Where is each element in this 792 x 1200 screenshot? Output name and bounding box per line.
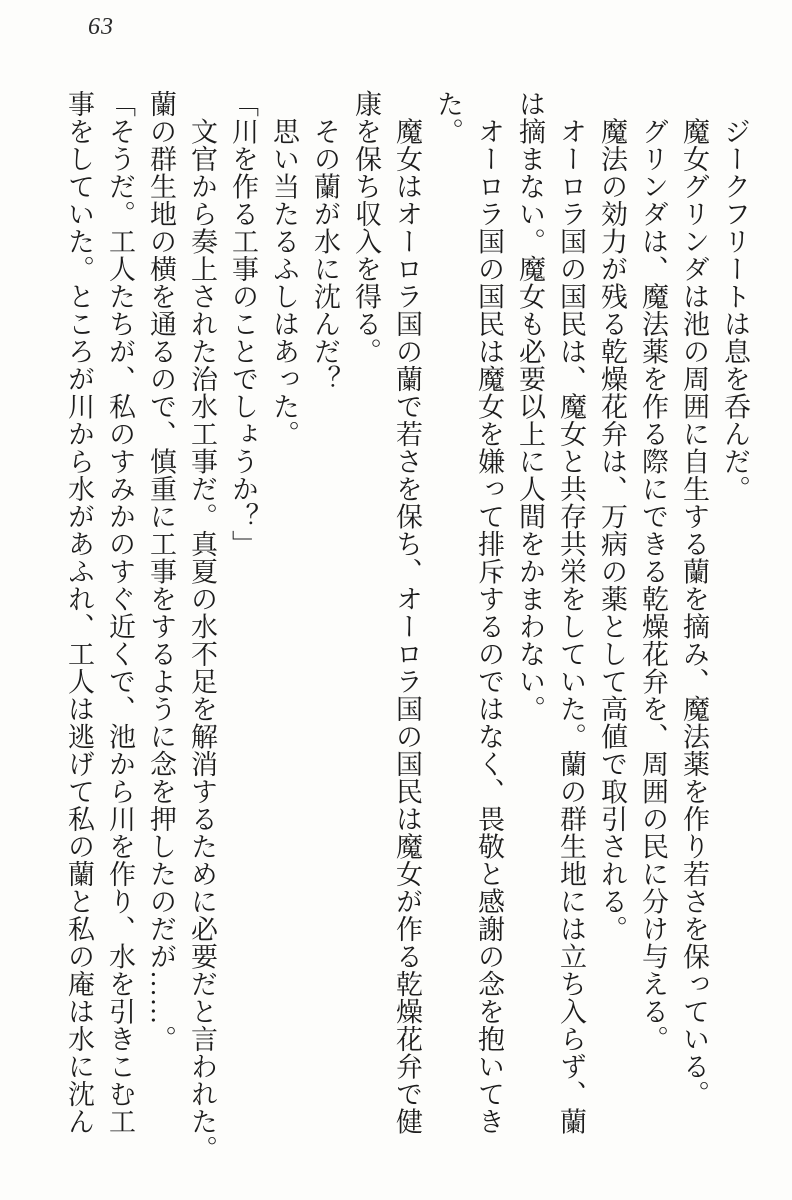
text-column-6: は摘まない。魔女も必要以上に人間をかまわない。 [515, 90, 545, 723]
text-column-1: ジークフリートは息を呑んだ。 [720, 90, 750, 503]
text-column-8: た。 [433, 90, 463, 145]
text-column-10: 康を保ち収入を得る。 [351, 90, 381, 365]
text-column-7: オーロラ国の国民は魔女を嫌って排斥するのではなく、畏敬と感謝の念を抱いてき [474, 90, 504, 1135]
text-column-16: 「そうだ。工人たちが、私のすみかのすぐ近くで、池から川を作り、水を引きこむ工 [105, 90, 135, 1135]
text-column-5: オーロラ国の国民は、魔女と共存共栄をしていた。蘭の群生地には立ち入らず、蘭 [556, 90, 586, 1135]
text-column-17: 事をしていた。ところが川から水があふれ、工人は逃げて私の蘭と私の庵は水に沈ん [64, 90, 94, 1135]
text-column-4: 魔法の効力が残る乾燥花弁は、万病の薬として高値で取引される。 [597, 90, 627, 943]
text-column-2: 魔女グリンダは池の周囲に自生する蘭を摘み、魔法薬を作り若さを保っている。 [679, 90, 709, 1108]
vertical-text-block [58, 90, 755, 1163]
text-column-9: 魔女はオーロラ国の蘭で若さを保ち、オーロラ国の国民は魔女が作る乾燥花弁で健 [392, 90, 422, 1135]
text-column-3: グリンダは、魔法薬を作る際にできる乾燥花弁を、周囲の民に分け与える。 [638, 90, 668, 1053]
text-column-14: 文官から奏上された治水工事だ。真夏の水不足を解消するために必要だと言われた。 [187, 90, 217, 1163]
text-column-11: その蘭が水に沈んだ？ [310, 90, 340, 393]
text-column-12: 思い当たるふしはあった。 [269, 90, 299, 448]
page-number: 63 [88, 14, 114, 40]
text-column-15: 蘭の群生地の横を通るので、慎重に工事をするように念を押したのだが……。 [146, 90, 176, 1053]
text-column-13: 「川を作る工事のことでしょうか？」 [228, 90, 258, 558]
